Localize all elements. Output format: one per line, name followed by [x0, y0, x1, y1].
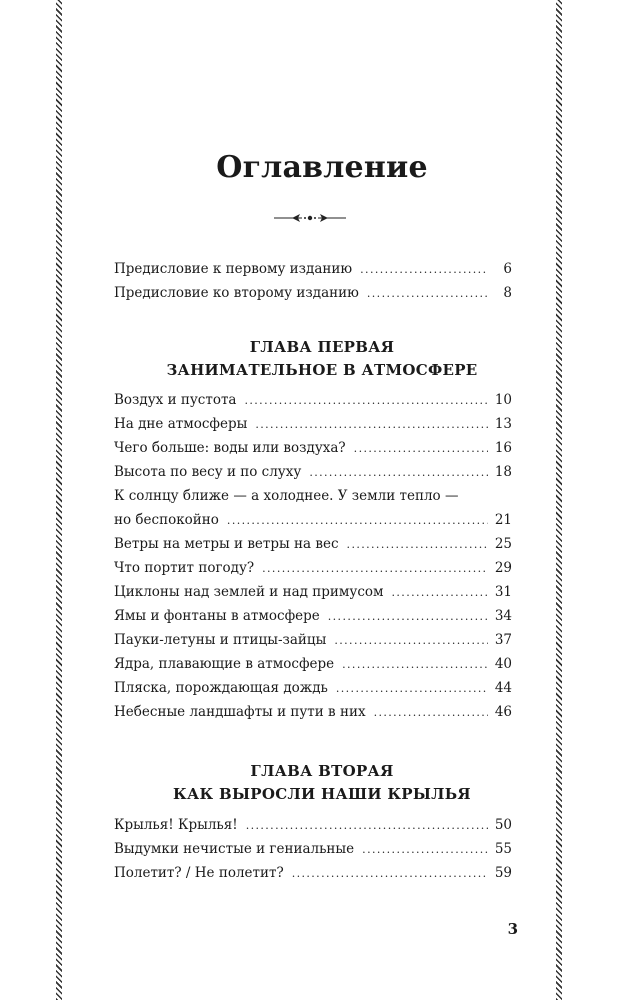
chapter-1-title: ЗАНИМАТЕЛЬНОЕ В АТМОСФЕРЕ	[166, 361, 478, 379]
toc-entry-page: 55	[494, 841, 512, 857]
dot-leader	[354, 437, 488, 461]
toc-entry-title-line2: но беспокойно	[114, 512, 219, 528]
dot-leader	[374, 701, 488, 725]
toc-entry[interactable]	[114, 388, 512, 412]
chapter-1-entries	[114, 388, 512, 724]
chapter-2-entries	[114, 813, 512, 885]
toc-entry[interactable]	[114, 556, 512, 580]
toc-entry[interactable]	[114, 652, 512, 676]
toc-entry-title: Что портит погоду?	[114, 560, 255, 576]
toc-entry-page: 59	[494, 865, 512, 881]
toc-entry-page: 16	[494, 440, 512, 456]
toc-entry-page: 25	[494, 536, 512, 552]
fleuron-divider-icon	[272, 210, 348, 226]
dot-leader	[367, 282, 488, 306]
toc-entry[interactable]	[114, 436, 512, 460]
chapter-1-heading	[0, 336, 644, 382]
toc-entry-page: 13	[494, 416, 512, 432]
dot-leader	[392, 581, 488, 605]
toc-entry[interactable]	[114, 604, 512, 628]
dot-leader	[342, 653, 488, 677]
toc-entry-page: 21	[494, 512, 512, 528]
toc-entry-title: На дне атмосферы	[114, 416, 248, 432]
toc-entry-page: 31	[494, 584, 512, 600]
chapter-2-heading	[0, 760, 644, 806]
toc-entry-title: Небесные ландшафты и пути в них	[114, 704, 366, 720]
dot-leader	[255, 413, 488, 437]
toc-entry[interactable]	[114, 861, 512, 885]
toc-entry-page: 6	[503, 261, 512, 277]
toc-entry-title: Ветры на метры и ветры на вес	[114, 536, 339, 552]
dot-leader	[244, 389, 488, 413]
toc-entry-title-line1: К солнцу ближе — а холоднее. У земли тепло —	[114, 488, 459, 504]
toc-entry[interactable]	[114, 580, 512, 604]
toc-entry-title: Высота по весу и по слуху	[114, 464, 302, 480]
preface-list	[114, 257, 512, 305]
toc-entry[interactable]	[114, 700, 512, 724]
chapter-2-label: ГЛАВА ВТОРАЯ	[250, 762, 394, 780]
dot-leader	[334, 629, 488, 653]
toc-entry-multiline[interactable]	[114, 484, 512, 532]
toc-entry-page: 44	[494, 680, 512, 696]
toc-entry-page: 8	[503, 285, 512, 301]
toc-entry[interactable]	[114, 281, 512, 305]
toc-entry[interactable]	[114, 412, 512, 436]
dot-leader	[246, 814, 488, 838]
toc-entry-title: Циклоны над землей и над примусом	[114, 584, 384, 600]
toc-entry-title: Ядра, плавающие в атмосфере	[114, 656, 335, 672]
toc-entry[interactable]	[114, 532, 512, 556]
toc-entry-title: Полетит? / Не полетит?	[114, 865, 284, 881]
toc-entry-title: Воздух и пустота	[114, 392, 237, 408]
toc-entry[interactable]	[114, 676, 512, 700]
dot-leader	[328, 605, 488, 629]
toc-entry-title: Выдумки нечистые и гениальные	[114, 841, 355, 857]
chapter-1-label: ГЛАВА ПЕРВАЯ	[249, 338, 395, 356]
dot-leader	[262, 557, 488, 581]
toc-entry-title: Ямы и фонтаны в атмосфере	[114, 608, 320, 624]
toc-entry[interactable]	[114, 837, 512, 861]
toc-entry-title: Пляска, порождающая дождь	[114, 680, 328, 696]
dot-leader	[309, 461, 488, 485]
dot-leader	[227, 509, 488, 533]
toc-entry-page: 40	[494, 656, 512, 672]
toc-entry-title: Чего больше: воды или воздуха?	[114, 440, 346, 456]
toc-entry-page: 50	[494, 817, 512, 833]
page-title: Оглавление	[216, 150, 428, 185]
toc-entry-page: 34	[494, 608, 512, 624]
toc-entry[interactable]	[114, 460, 512, 484]
toc-entry-title: Предисловие ко второму изданию	[114, 285, 359, 301]
toc-entry[interactable]	[114, 257, 512, 281]
dot-leader	[292, 862, 488, 886]
toc-entry-page: 46	[494, 704, 512, 720]
toc-entry-title: Пауки-летуны и птицы-зайцы	[114, 632, 327, 648]
dot-leader	[360, 258, 488, 282]
toc-entry-page: 10	[494, 392, 512, 408]
toc-entry-page: 29	[494, 560, 512, 576]
dot-leader	[347, 533, 488, 557]
page-number: 3	[507, 920, 518, 938]
dot-leader	[336, 677, 488, 701]
chapter-2-title: КАК ВЫРОСЛИ НАШИ КРЫЛЬЯ	[173, 785, 471, 803]
toc-entry-page: 18	[494, 464, 512, 480]
dot-leader	[362, 838, 488, 862]
toc-entry-title: Предисловие к первому изданию	[114, 261, 353, 277]
toc-entry-page: 37	[494, 632, 512, 648]
toc-entry-title: Крылья! Крылья!	[114, 817, 238, 833]
toc-entry[interactable]	[114, 628, 512, 652]
toc-entry[interactable]	[114, 813, 512, 837]
